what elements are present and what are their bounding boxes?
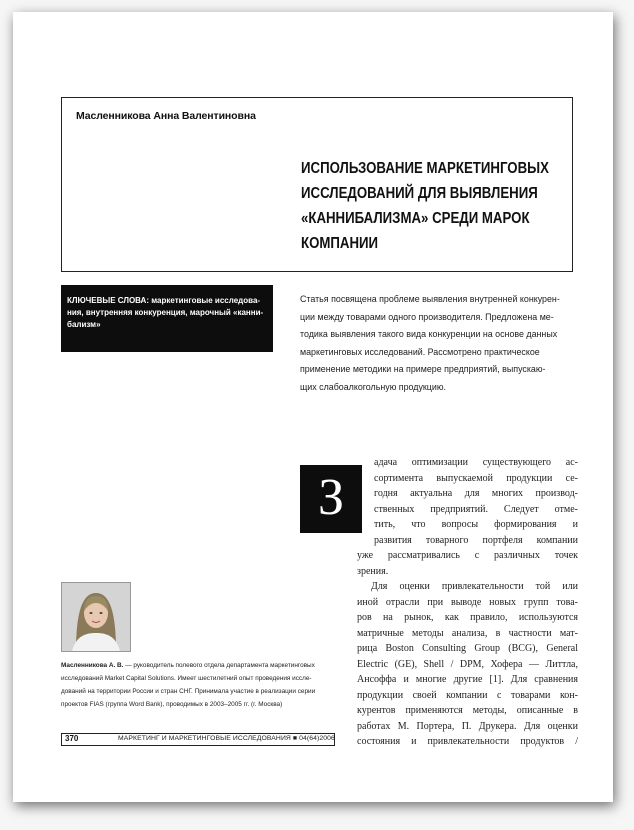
body-line: рица Boston Consulting Group (BCG), General: [357, 643, 578, 654]
bio-text: — руководитель полевого отдела департамента маркетинговых: [123, 662, 315, 669]
journal-page: [13, 12, 613, 802]
body-line: продукции своей компании с товарами кон-: [357, 689, 578, 701]
body-line: сортимента выпускаемой продукции се-: [374, 472, 578, 484]
bio-line: [61, 659, 339, 672]
keywords-line: ния, внутренняя конкуренция, марочный «канни-: [67, 308, 264, 317]
author-photo: [61, 582, 131, 652]
drop-cap: З: [300, 465, 362, 533]
abstract-line: ции между товарами одного производителя. Предложена ме-: [300, 311, 554, 322]
body-line: Electric (GE), Shell / DPM, Хофера — Литтла,: [357, 658, 578, 670]
abstract-line: применение методики на примере предприятий, выпускаю-: [300, 364, 546, 374]
body-line: Ансоффа и многие другие [1]. Для сравнения: [357, 674, 578, 685]
keywords-box: [61, 285, 273, 352]
bio-line: дований на территории России и стран СНГ. Принимала участие в реализации серии: [61, 688, 316, 695]
bio-line: проектов FIAS (группа Word Bank), проводимых в 2003–2005 гг. (г. Москва): [61, 701, 283, 708]
keywords-text: [67, 295, 267, 331]
body-line: адача оптимизации существующего ас-: [374, 457, 578, 468]
title-line: ИСПОЛЬЗОВАНИЕ МАРКЕТИНГОВЫХ: [301, 160, 549, 177]
body-line: иной отрасли при выводе новых групп това-: [357, 596, 578, 608]
footer-rule-bottom: [61, 745, 335, 746]
body-line: Для оценки привлекательности той или: [371, 581, 578, 592]
author-name: Масленникова Анна Валентиновна: [76, 110, 256, 122]
body-line: тить, что вопросы формирования и: [374, 519, 578, 530]
body-line: годня актуальна для многих производ-: [374, 488, 578, 499]
footer-rule-top: [61, 733, 335, 734]
article-title: [301, 156, 550, 256]
author-title-box: [61, 97, 573, 272]
bio-name: Масленникова А. В.: [61, 662, 124, 669]
title-line: «КАННИБАЛИЗМА» СРЕДИ МАРОК: [301, 210, 530, 227]
body-line: курентов применяются методы, описанные в: [357, 705, 578, 716]
body-line: состояния и привлекательности продуктов /: [357, 736, 578, 747]
body-line: ственных предприятий. Следует отме-: [374, 503, 578, 515]
abstract-line: щих слабоалкогольную продукцию.: [300, 381, 446, 392]
body-line: ров на рынок, как правило, используются: [357, 612, 578, 623]
article-body: [300, 455, 578, 750]
abstract-line: Статья посвящена проблеме выявления внутренней конкурен-: [300, 294, 560, 304]
body-line: уже рассматривались с различных точек: [357, 550, 578, 561]
abstract-line: маркетинговых исследований. Рассмотрено практическое: [300, 346, 540, 357]
body-line: зрения.: [357, 565, 389, 577]
author-portrait-image: [62, 583, 130, 651]
bio-line: исследований Market Capital Solutions. Имеет шестилетний опыт проведения иссле-: [61, 675, 312, 682]
footer-bar-left: [61, 733, 62, 745]
page-number: 370: [65, 734, 79, 743]
body-line: матричные методы анализа, в частности мат-: [357, 627, 578, 639]
journal-name: МАРКЕТИНГ И МАРКЕТИНГОВЫЕ ИССЛЕДОВАНИЯ ■ 04(64)2006: [118, 735, 335, 742]
keywords-line: бализм»: [67, 320, 101, 329]
body-line: работах М. Портера, П. Друкера. Для оценки: [357, 720, 578, 732]
body-line: развития товарного портфеля компании: [374, 534, 578, 546]
keywords-line: КЛЮЧЕВЫЕ СЛОВА: маркетинговые исследова-: [67, 296, 261, 305]
title-line: ИССЛЕДОВАНИЙ ДЛЯ ВЫЯВЛЕНИЯ: [301, 185, 538, 202]
author-bio: [61, 659, 339, 711]
title-line: КОМПАНИИ: [301, 235, 379, 252]
abstract-line: тодика выявления такого вида конкуренции на основе данных: [300, 329, 558, 339]
abstract: [300, 291, 576, 396]
